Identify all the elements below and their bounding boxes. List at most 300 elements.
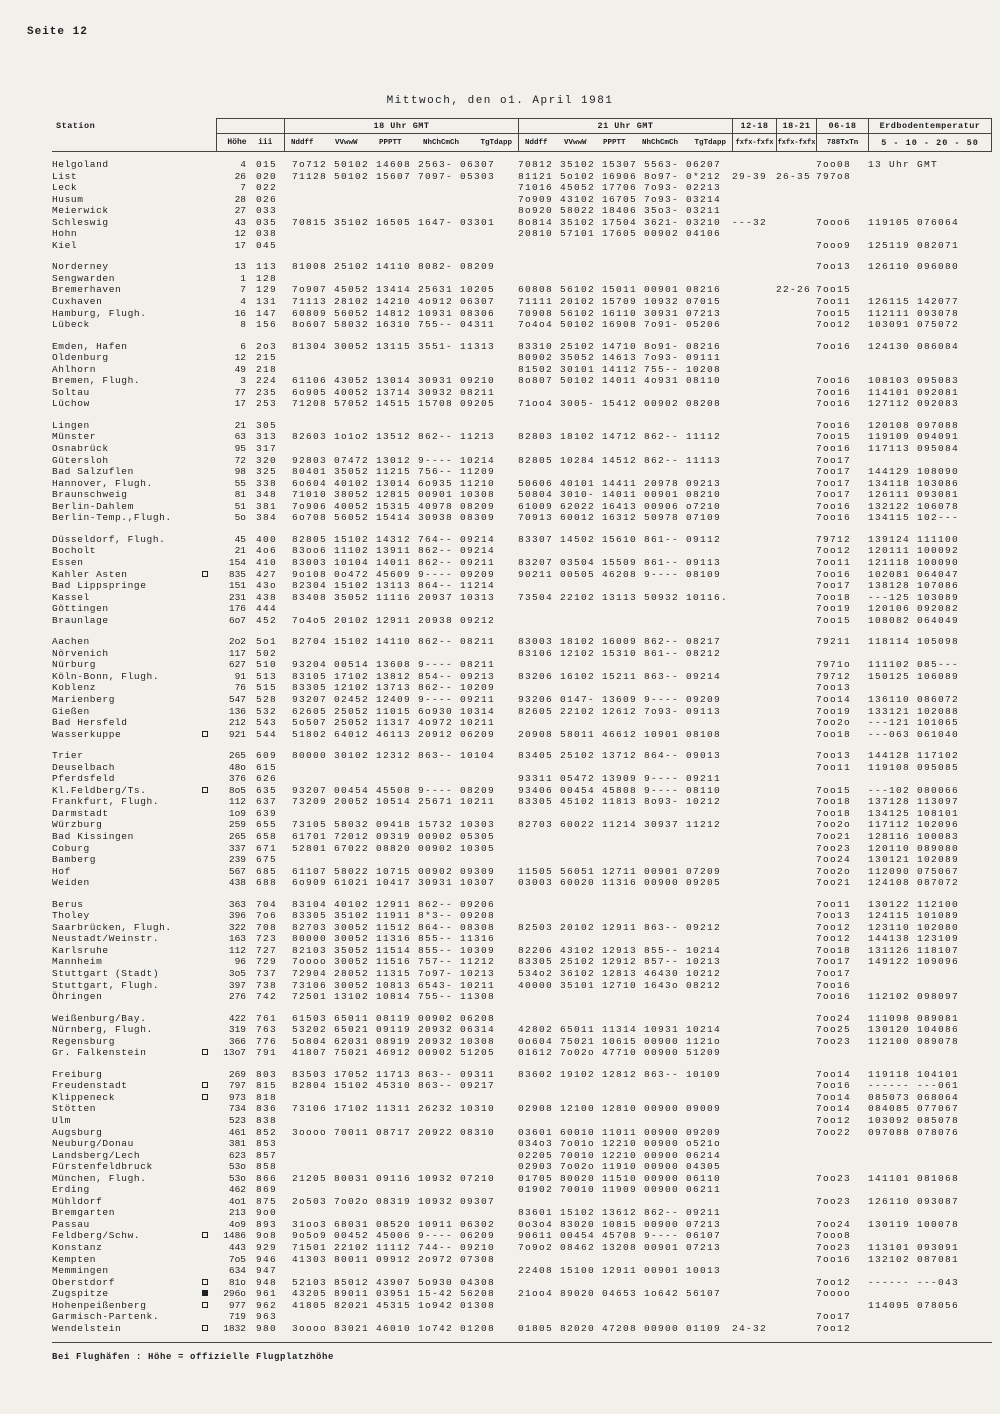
obs-21gmt: 21oo4 89020 04653 1o642 56107 [518,1288,722,1300]
station-flag [202,171,216,183]
maxmin-temp-06-18: 7oo11 [816,898,852,910]
table-row [52,636,992,648]
station-flag [202,1300,216,1312]
obs-21gmt: 71111 20102 15709 10932 07015 [518,296,722,308]
station-flag [202,968,216,980]
obs-21gmt: 83106 12102 15310 861-- 08212 [518,647,722,659]
station-number: 224 [256,375,278,387]
wind-18-21 [776,636,816,648]
maxmin-temp-06-18: 7oo16 [816,500,852,512]
soil-temperature: ---063 061040 [868,728,960,740]
obs-21gmt [518,1254,732,1266]
station-name: Berlin-Dahlem [52,500,134,512]
maxmin-temp-06-18 [816,1150,868,1162]
obs-18gmt [284,352,518,364]
station-name: Bad Kissingen [52,830,134,842]
station-number: 737 [256,968,278,979]
maxmin-temp-06-18: 7ooo6 [816,216,852,228]
wind-12-18 [732,899,776,911]
station-flag [202,991,216,1003]
obs-18gmt: 7o712 50102 14608 2563- 06307 [292,159,496,170]
maxmin-temp-06-18 [816,194,868,206]
soil-temperature: 119105 076064 [868,216,960,228]
station-height: 8 [240,319,246,331]
station-height: 265 [228,750,246,762]
table-row [52,933,992,945]
station-height: 13o7 [223,1047,246,1059]
wind-18-21 [776,750,816,762]
obs-18gmt: 81008 25102 14110 8082- 08209 [292,261,496,273]
table-row [52,352,992,364]
station-height: 53o [228,1172,246,1184]
station-number: 963 [256,1311,278,1323]
soil-temperature: 117113 095084 [868,443,960,455]
station-flag [202,228,216,240]
obs-21gmt: 02205 70010 12210 00900 06214 [518,1149,722,1161]
wind-12-18 [732,159,776,171]
obs-18gmt: 61107 58022 10715 00902 09309 [292,865,496,877]
wind-18-21 [776,956,816,968]
station-number: 729 [256,956,278,968]
column-header-06-18: 06-18 [817,119,868,134]
obs-21gmt: 8o814 35102 17504 3621- 03210 [518,216,722,228]
station-flag [202,729,216,741]
wind-18-21 [776,273,816,285]
maxmin-temp-06-18 [816,205,868,217]
maxmin-temp-06-18 [816,352,868,364]
wind-12-18 [732,1138,776,1150]
station-name: Gütersloh [52,454,109,466]
station-name: Hohn [52,228,78,240]
station-height: 76 [234,682,246,694]
station-name: Lüchow [52,398,90,410]
station-number: 128 [256,272,278,284]
station-height: 734 [228,1103,246,1115]
obs-21gmt: 02903 7o02o 11910 00900 04305 [518,1161,722,1173]
obs-21gmt [518,1277,732,1289]
wind-12-18 [732,341,776,353]
obs-21gmt: 50804 3010- 14011 00901 08210 [518,489,722,501]
table-row [52,1196,992,1208]
station-number: 325 [256,466,278,478]
maxmin-temp-06-18: 7oo13 [816,750,852,762]
station-height: 91 [234,670,246,682]
obs-18gmt [284,773,518,785]
wind-12-18 [732,489,776,501]
obs-18gmt [284,1311,518,1323]
obs-18gmt: 52801 67022 08820 00902 10305 [292,842,496,854]
maxmin-temp-06-18: 7oo13 [816,261,852,273]
wind-18-21 [776,854,816,866]
obs-21gmt [518,843,732,855]
station-height: 269 [228,1068,246,1080]
station-height: 27 [234,205,246,217]
wind-18-21 [776,319,816,331]
station-height: 719 [228,1311,246,1323]
obs-21gmt [518,466,732,478]
station-number: 444 [256,603,278,615]
table-row [52,296,992,308]
station-flag [202,1265,216,1277]
soil-temperature: 141101 081068 [868,1172,960,1184]
wind-18-21 [776,819,816,831]
soil-temperature: 120108 097088 [868,419,960,431]
obs-21gmt: 70812 35102 15307 5563- 06207 [518,159,722,170]
station-number: 857 [256,1149,278,1161]
station-flag [202,182,216,194]
maxmin-temp-06-18: 7oo16 [816,991,852,1003]
obs-columns-21 [519,134,732,151]
obs-21gmt [518,240,732,252]
table-row [52,228,992,240]
open-square-icon [202,731,208,737]
obs-18gmt: 21205 80031 09116 10932 07210 [292,1172,496,1184]
obs-18gmt: 83503 17052 11713 863-- 09311 [292,1068,496,1080]
station-name: Saarbrücken, Flugh. [52,921,172,933]
header-col-12-18 [732,118,776,151]
open-square-icon [202,571,208,577]
soil-temperature [868,364,992,376]
wind-12-18 [732,1047,776,1059]
soil-temperature: 134118 103086 [868,477,960,489]
soil-temperature: 130122 112100 [868,898,960,910]
obs-18gmt: 93207 00454 45508 9---- 08209 [292,784,496,796]
obs-18gmt: 52103 85012 43907 5o930 04308 [292,1276,496,1288]
wind-12-18 [732,910,776,922]
station-height: 835 [228,568,246,580]
maxmin-temp-06-18: 7oooo [816,1288,852,1300]
soil-temperature: 120111 100092 [868,545,960,557]
obs-18gmt [284,1265,518,1277]
maxmin-temp-06-18: 7oo19 [816,705,852,717]
column-header-hoehe: Höhe [227,138,247,147]
obs-21gmt: 90211 00505 46208 9---- 08109 [518,568,722,580]
soil-temperature [868,205,992,217]
station-name: Münster [52,431,97,443]
station-flag [202,1207,216,1219]
station-flag [202,648,216,660]
soil-temperature: 111098 089081 [868,1012,960,1024]
table-row [52,1127,992,1139]
wind-12-18 [732,796,776,808]
station-height: 81 [234,489,246,501]
maxmin-temp-06-18: 7oo17 [816,580,852,592]
header-col-21gmt [518,118,732,151]
station-number: 510 [256,659,278,671]
wind-18-21 [776,501,816,513]
station-height: 337 [228,842,246,854]
soil-temperature [868,284,992,296]
obs-21gmt: 81502 30101 14112 755-- 10208 [518,363,722,375]
station-name: Osnabrück [52,443,109,455]
station-number: 129 [256,284,278,296]
table-body [52,152,992,1334]
wind-18-21 [776,648,816,660]
station-name: Braunschweig [52,489,128,501]
station-name: Kahler Asten [52,568,128,580]
maxmin-temp-06-18: 7oo23 [816,1035,852,1047]
wind-12-18 [732,364,776,376]
obs-18gmt: 71128 50102 15607 7097- 05303 [292,170,496,182]
station-name: Kl.Feldberg/Ts. [52,784,147,796]
obs-21gmt [518,933,732,945]
wind-18-21 [776,159,816,171]
table-row [52,717,992,729]
soil-temperature: 125119 082071 [868,239,960,251]
column-header-vvwww: VVwwW [563,138,587,147]
table-row [52,648,992,660]
station-name: Wasserkuppe [52,728,122,740]
obs-21gmt: 20810 57101 17605 00902 04106 [518,228,722,240]
station-number: 544 [256,728,278,740]
wind-12-18 [732,273,776,285]
station-flag [202,956,216,968]
wind-12-18 [732,682,776,694]
obs-21gmt [518,659,732,671]
obs-18gmt: 41303 80011 09912 2o972 07308 [292,1253,496,1265]
table-row [52,501,992,513]
maxmin-temp-06-18: 79211 [816,636,852,648]
wind-12-18 [732,785,776,797]
obs-18gmt: 72904 28052 11315 7o97- 10213 [292,968,496,979]
station-height: 397 [228,979,246,991]
soil-temperature: 112100 089078 [868,1035,960,1047]
wind-18-21 [776,240,816,252]
station-flag [202,580,216,592]
wind-18-21 [776,592,816,604]
table-row [52,1103,992,1115]
station-height: 176 [228,603,246,615]
station-flag [202,819,216,831]
obs-21gmt: 83602 19102 12812 863-- 10109 [518,1068,722,1080]
station-flag [202,750,216,762]
station-number: 869 [256,1184,278,1196]
obs-21gmt: 70913 60012 16312 50978 07109 [518,512,722,524]
obs-21gmt: 8o920 58022 18406 35o3- 03211 [518,205,722,217]
table-row [52,1207,992,1219]
wind-12-18 [732,1092,776,1104]
obs-18gmt: 7o907 45052 13414 25631 10205 [292,284,496,296]
soil-temperature: 108082 064049 [868,614,960,626]
soil-temperature: 136110 086072 [868,693,960,705]
soil-temperature [868,1184,992,1196]
station-flag [202,296,216,308]
obs-21gmt: 03003 60020 11316 00900 09205 [518,877,722,889]
table-row [52,706,992,718]
soil-temperature: 126115 142077 [868,296,960,308]
station-name: Berlin-Temp.,Flugh. [52,512,172,524]
group-separator [52,524,992,534]
station-flag [202,1219,216,1231]
station-number: 962 [256,1299,278,1311]
maxmin-temp-06-18: 7oo24 [816,854,852,866]
wind-18-21 [776,615,816,627]
maxmin-temp-06-18: 7oo19 [816,603,852,615]
station-height: 49 [234,363,246,375]
open-square-icon [202,1325,208,1331]
wind-18-21 [776,694,816,706]
station-height: 117 [228,647,246,659]
maxmin-temp-06-18: 7oo16 [816,512,852,524]
station-name: Ulm [52,1115,71,1127]
obs-18gmt [284,228,518,240]
wind-12-18 [732,240,776,252]
station-flag [202,420,216,432]
station-name: Konstanz [52,1242,103,1254]
obs-18gmt: 92803 07472 13012 9---- 10214 [292,454,496,466]
station-flag [202,1196,216,1208]
station-name: Klippeneck [52,1091,116,1103]
station-number: 348 [256,489,278,501]
station-number: 791 [256,1047,278,1059]
obs-18gmt: 6o708 56052 15414 30938 08309 [292,512,496,524]
wind-12-18 [732,1080,776,1092]
obs-18gmt: 61106 43052 13014 30931 09210 [292,375,496,387]
wind-12-18 [732,501,776,513]
obs-21gmt: 83206 16102 15211 863-- 09214 [518,670,722,682]
soil-temperature: 130119 100078 [868,1218,960,1230]
station-number: 875 [256,1195,278,1207]
obs-18gmt: 9o5o9 00452 45006 9---- 06209 [292,1230,496,1242]
station-height: 51 [234,500,246,512]
station-flag [202,364,216,376]
table-row [52,785,992,797]
station-name: Hamburg, Flugh. [52,307,147,319]
column-header-iii: iii [258,138,273,147]
obs-18gmt: 2o503 7o02o 08319 10932 09307 [292,1195,496,1207]
table-row [52,205,992,217]
obs-21gmt: 82805 10284 14512 862-- 11113 [518,454,722,466]
obs-18gmt [284,648,518,660]
station-name: Hohenpeißenberg [52,1299,147,1311]
obs-21gmt [518,387,732,399]
soil-temperature: 112111 093078 [868,307,960,319]
table-row [52,478,992,490]
station-height: 17 [234,239,246,251]
obs-18gmt: 83305 35102 11911 8*3-- 09208 [292,910,496,922]
obs-21gmt [518,910,732,922]
station-number: 948 [256,1276,278,1288]
station-number: 156 [256,319,278,331]
obs-21gmt [518,1311,732,1323]
soil-temperature [868,1138,992,1150]
station-height: 239 [228,854,246,866]
open-square-icon [202,1302,208,1308]
obs-21gmt: 80902 35052 14613 7o93- 09111 [518,352,722,364]
station-number: 400 [256,533,278,545]
maxmin-temp-06-18: 7oo17 [816,477,852,489]
table-row [52,1184,992,1196]
maxmin-temp-06-18: 7oo12 [816,545,852,557]
table-row [52,808,992,820]
wind-12-18 [732,854,776,866]
station-height: 977 [228,1299,246,1311]
maxmin-temp-06-18 [816,1207,868,1219]
station-name: Soltau [52,386,90,398]
station-name: Köln-Bonn, Flugh. [52,670,160,682]
station-number: 033 [256,205,278,217]
station-height: 17 [234,398,246,410]
obs-21gmt: 01612 7o02o 47710 00900 51209 [518,1047,722,1059]
table-row [52,991,992,1003]
station-number: 893 [256,1218,278,1230]
station-flag [202,866,216,878]
table-row [52,910,992,922]
header-col-06-18 [816,118,868,151]
station-height: 4o1 [228,1195,246,1207]
obs-21gmt [518,991,732,1003]
wind-18-21 [776,991,816,1003]
table-row [52,398,992,410]
wind-18-21 [776,431,816,443]
station-flag [202,545,216,557]
station-number: 438 [256,591,278,603]
station-name: Berus [52,898,84,910]
obs-18gmt [284,194,518,206]
obs-21gmt: 02908 12100 12810 00900 09009 [518,1103,722,1115]
open-square-icon [202,1232,208,1238]
table-row [52,431,992,443]
obs-18gmt [284,1207,518,1219]
station-height: 136 [228,705,246,717]
station-flag [202,945,216,957]
obs-18gmt [284,603,518,615]
station-height: 98 [234,466,246,478]
wind-12-18 [732,1013,776,1025]
wind-18-21 [776,387,816,399]
soil-temperature [868,171,992,183]
wind-12-18 [732,636,776,648]
station-flag [202,489,216,501]
wind-18-21 [776,729,816,741]
table-row [52,877,992,889]
obs-21gmt [518,615,732,627]
obs-18gmt: 83oo6 11102 13911 862-- 09214 [292,545,496,557]
maxmin-temp-06-18: 7oo17 [816,454,852,466]
station-flag [202,808,216,820]
station-name: Nörvenich [52,647,109,659]
soil-temperature: 13 Uhr GMT [868,159,939,170]
table-row [52,159,992,171]
obs-18gmt: 71113 28102 14210 4o912 06307 [292,296,496,308]
column-header-tgtdapp: TgTdapp [694,138,726,147]
station-name: Nürburg [52,659,97,671]
column-header-nddff: Nddff [291,138,314,147]
station-flag [202,1024,216,1036]
maxmin-temp-06-18: 7971o [816,659,852,671]
obs-18gmt: 6o604 40102 13014 6o935 11210 [292,477,496,489]
obs-18gmt: 71208 57052 14515 15708 09205 [292,398,496,410]
station-number: 515 [256,682,278,694]
table-row [52,854,992,866]
open-square-icon [202,1082,208,1088]
obs-21gmt [518,580,732,592]
maxmin-temp-06-18 [816,773,868,785]
wind-12-18 [732,182,776,194]
soil-temperature: 103091 075072 [868,319,960,331]
header-col-hoehe-iii [216,118,284,151]
wind-12-18 [732,980,776,992]
soil-temperature: 128116 100083 [868,830,960,842]
wind-12-18 [732,534,776,546]
obs-18gmt: 3oooo 70011 08717 20922 08310 [292,1126,496,1138]
table-row [52,773,992,785]
station-number: 635 [256,784,278,796]
table-row [52,682,992,694]
table-row [52,1311,992,1323]
station-name: Aachen [52,636,90,648]
table-row [52,261,992,273]
